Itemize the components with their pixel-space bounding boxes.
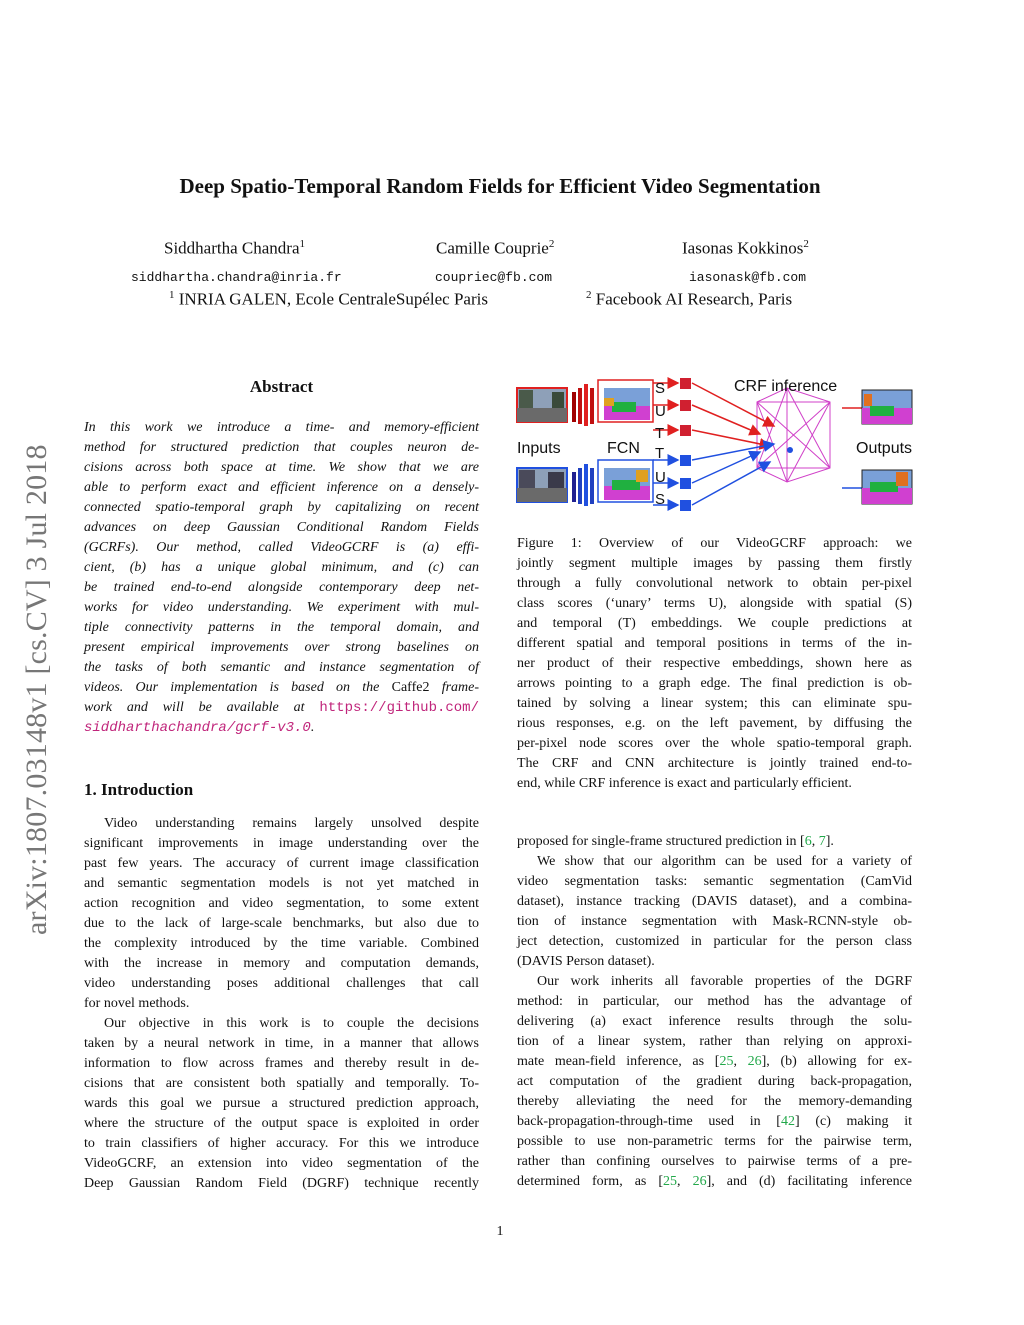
caption-line: end, while CRF inference is exact and particularly efficient. [517, 776, 852, 791]
mf-post: ], (b) allowing for ex- [761, 1054, 912, 1069]
caption-line: through a fully convolutional network to obtain per-pixel [517, 576, 912, 591]
author-1-sup: 1 [299, 238, 305, 250]
cite-comma: , [811, 834, 819, 849]
caption-line: per-pixel node scores over the whole spatio-temporal graph. [517, 736, 912, 751]
abstract-line: videos. Our implementation is based on the [84, 680, 380, 695]
arxiv-stamp: arXiv:1807.03148v1 [cs.CV] 3 Jul 2018 [20, 444, 53, 935]
intro-line: past few years. The accuracy of current image classification [84, 856, 479, 871]
mf-pre: mate mean-field inference, as [ [517, 1054, 720, 1069]
author-3-sup: 2 [803, 238, 809, 250]
right-line: tion of instance segmentation with Mask-RCNN-style ob- [517, 914, 912, 929]
figure-label-outputs: Outputs [856, 440, 913, 457]
author-1 [164, 238, 305, 259]
cite-25[interactable]: 25 [663, 1174, 678, 1189]
paper-title: Deep Spatio-Temporal Random Fields for Efficient Video Segmentation [179, 174, 821, 198]
figure-label-s-top: S [655, 380, 666, 397]
right-line-meanfield [517, 1052, 912, 1072]
caption-line: jointly segment multiple images by passing them firstly [517, 556, 912, 571]
input-frame-1-image [517, 388, 567, 422]
right-line-1-pre: proposed for single-frame structured prediction in [ [517, 834, 805, 849]
right-line: rather than confining ourselves to pairwise terms of a pre- [517, 1154, 912, 1169]
output-seg-bottom [862, 470, 912, 504]
affiliation-1-text: INRIA GALEN, Ecole CentraleSupélec Paris [178, 289, 488, 309]
abstract-line-link2 [84, 718, 479, 738]
intro-line: wards this goal we pursue a structured prediction approach, [84, 1096, 479, 1111]
figure-label-t-top: T [655, 425, 665, 442]
embed-t-top [680, 425, 691, 436]
intro-line: information to flow across frames and thereby result in de- [84, 1056, 479, 1071]
bp-pre: back-propagation-through-time used in [ [517, 1114, 781, 1129]
abstract-line: cient, (b) has a unique global minimum, and (c) can [84, 560, 479, 575]
author-2-name: Camille Couprie [436, 238, 549, 258]
right-line: delivering (a) exact inference results through the solu- [517, 1014, 912, 1029]
embed-s-top [680, 378, 691, 389]
embed-u-top [680, 400, 691, 411]
intro-line: Video understanding remains largely unsolved despite [104, 816, 479, 831]
cite-26[interactable]: 26 [692, 1174, 707, 1189]
intro-line: with the increase in memory and computation demands, [84, 956, 479, 971]
page-number: 1 [496, 1224, 504, 1239]
right-line: dataset), instance tracking (DAVIS dataset), and a combina- [517, 894, 912, 909]
figure-1-caption [517, 534, 912, 794]
right-line: video segmentation tasks: semantic segmentation (CamVid [517, 874, 912, 889]
abstract-line: (GCRFs). Our method, called VideoGCRF is (a) effi- [84, 540, 479, 555]
affiliation-2 [586, 289, 792, 310]
caption-line: class scores (‘unary’ terms U), alongside with spatial (S) [517, 596, 912, 611]
right-line: possible to use non-parametric terms for the pairwise term, [517, 1134, 912, 1149]
right-line-1-post: ]. [825, 834, 834, 849]
right-line: method: in particular, our method has the advantage of [517, 994, 912, 1009]
abstract-line: able to perform exact and efficient inference on a densely- [84, 480, 479, 495]
work-line: work and will be available at [84, 700, 305, 715]
caption-line: arrows pointing to a graph edge. The final prediction is ob- [517, 676, 912, 691]
abstract-line: present empirical improvements over strong baselines on [84, 640, 479, 655]
intro-line: where the structure of the output space is exploited in order [84, 1116, 479, 1131]
introduction-heading: 1. Introduction [84, 780, 194, 799]
cite-7[interactable]: 7 [818, 834, 826, 849]
abstract-line: In this work we introduce a time- and memory-efficient [84, 420, 479, 435]
figure-label-u-top: U [655, 403, 666, 420]
intro-line: Deep Gaussian Random Field (DGRF) technique recently [84, 1176, 479, 1191]
author-3 [682, 238, 809, 259]
frame-word: frame- [441, 680, 480, 695]
caption-line: Figure 1: Overview of our VideoGCRF approach: we [517, 536, 912, 551]
intro-line: the complexity introduced by the time variable. Combined [84, 936, 479, 951]
caffe-word: Caffe2 [391, 680, 430, 695]
df-post: ], and (d) facilitating inference [706, 1174, 913, 1189]
embed-u-bottom [680, 478, 691, 489]
code-link-part2[interactable]: siddharthachandra/gcrf-v3.0 [84, 720, 311, 736]
figure-label-fcn: FCN [607, 440, 640, 457]
code-link-part1[interactable]: https://github.com/ [319, 700, 479, 716]
affiliation-1-sup: 1 [169, 289, 175, 301]
right-line: thereby alleviating the need for the memory-demanding [517, 1094, 912, 1109]
cite-comma: , [733, 1054, 748, 1069]
caption-line: different spatial and temporal positions in terms of the in- [517, 636, 912, 651]
figure-label-crf: CRF inference [734, 378, 838, 395]
intro-line: action recognition and video segmentation, to some extent [84, 896, 479, 911]
author-1-name: Siddhartha Chandra [164, 238, 300, 258]
right-line: act computation of the gradient during back-propagation, [517, 1074, 912, 1089]
intro-line: VideoGCRF, an extension into video segmentation of the [84, 1156, 479, 1171]
figure-label-t-bottom: T [655, 445, 665, 462]
cite-comma: , [677, 1174, 693, 1189]
caption-line: and temporal (T) embeddings. We couple predictions at [517, 616, 912, 631]
abstract-line-link [84, 698, 479, 718]
abstract-line-caffe [84, 678, 479, 698]
right-line: tion of a linear system, rather than relying on approxi- [517, 1034, 912, 1049]
bp-post: ] (c) making it [794, 1114, 912, 1129]
right-line-determined [517, 1172, 912, 1192]
intro-line: and semantic segmentation models is not yet matched in [84, 876, 479, 891]
author-2-email[interactable]: coupriec@fb.com [435, 270, 553, 285]
abstract-line: works for video understanding. We experiment with mul- [84, 600, 479, 615]
intro-line: to train classifiers of higher accuracy. For this we introduce [84, 1136, 479, 1151]
affiliation-2-text: Facebook AI Research, Paris [595, 289, 793, 309]
unary-seg-bottom [604, 468, 650, 500]
intro-line: Our objective in this work is to couple the decisions [104, 1016, 479, 1031]
abstract-line: tiple connectivity patterns in the temporal domain, and [84, 620, 479, 635]
author-2-sup: 2 [548, 238, 555, 250]
crf-node [787, 447, 793, 453]
caption-line: rious responses, e.g. on the left pavement, by diffusing the [517, 716, 912, 731]
abstract-line: the tasks of both semantic and instance segmentation of [84, 660, 479, 675]
abstract-line: be trained end-to-end alongside contemporary deep net- [84, 580, 479, 595]
author-1-email[interactable]: siddhartha.chandra@inria.fr [131, 270, 342, 285]
intro-line: video understanding poses additional challenges that call [84, 976, 479, 991]
figure-label-u-bottom: U [655, 469, 666, 486]
right-line: We show that our algorithm can be used for a variety of [537, 854, 912, 869]
right-line-bptt [517, 1112, 912, 1132]
output-seg-top [862, 390, 912, 424]
author-3-email[interactable]: iasonask@fb.com [689, 270, 807, 285]
author-2 [436, 238, 554, 259]
cite-25[interactable]: 25 [719, 1054, 734, 1069]
right-line: Our work inherits all favorable properties of the DGRF [537, 974, 912, 989]
right-col-body [517, 832, 912, 1192]
intro-line: taken by a neural network in time, in a manner that allows [84, 1036, 479, 1051]
caption-line: The CRF and CNN architecture is jointly trained end-to- [517, 756, 912, 771]
intro-line: due to the lack of large-scale benchmarks, but also due to [84, 916, 479, 931]
caption-line: ner product of their respective embeddings, shown here as [517, 656, 912, 671]
abstract-period: . [310, 720, 315, 735]
intro-line: for novel methods. [84, 996, 190, 1011]
cite-26[interactable]: 26 [747, 1054, 762, 1069]
fcn-red-stack [572, 384, 594, 426]
intro-para-1 [84, 814, 479, 1014]
crf-graph [757, 388, 830, 482]
abstract-line: connected spatio-temporal graph by capitalizing on recent [84, 500, 479, 515]
affiliation-1 [169, 289, 488, 310]
right-line: (DAVIS Person dataset). [517, 954, 655, 969]
df-pre: determined form, as [ [517, 1174, 664, 1189]
figure-label-inputs: Inputs [517, 440, 561, 457]
affiliation-2-sup: 2 [586, 289, 592, 301]
fcn-blue-stack [572, 464, 594, 506]
right-line-1 [517, 832, 912, 852]
unary-seg-top [604, 388, 650, 420]
embed-s-bottom [680, 500, 691, 511]
intro-para-2 [84, 1014, 479, 1194]
cite-42[interactable]: 42 [780, 1114, 795, 1129]
intro-line: cisions that are consistent both spatially and temporally. To- [84, 1076, 479, 1091]
cite-6[interactable]: 6 [804, 834, 812, 849]
abstract-line: advances on deep Gaussian Conditional Random Fields [84, 520, 479, 535]
abstract-heading: Abstract [249, 377, 314, 396]
abstract-body [84, 418, 479, 738]
embed-t-bottom [680, 455, 691, 466]
intro-line: significant improvements in image understanding over the [84, 836, 479, 851]
abstract-line: method for structured prediction that couples neuron de- [84, 440, 479, 455]
abstract-line: cisions across both space at time. We show that we are [84, 460, 479, 475]
caption-line: tained by solving a linear system; this can eliminate spu- [517, 696, 912, 711]
right-line: ject detection, customized in particular for the person class [517, 934, 912, 949]
author-3-name: Iasonas Kokkinos [682, 238, 804, 258]
input-frame-2-image [517, 468, 567, 502]
figure-label-s-bottom: S [655, 491, 666, 508]
